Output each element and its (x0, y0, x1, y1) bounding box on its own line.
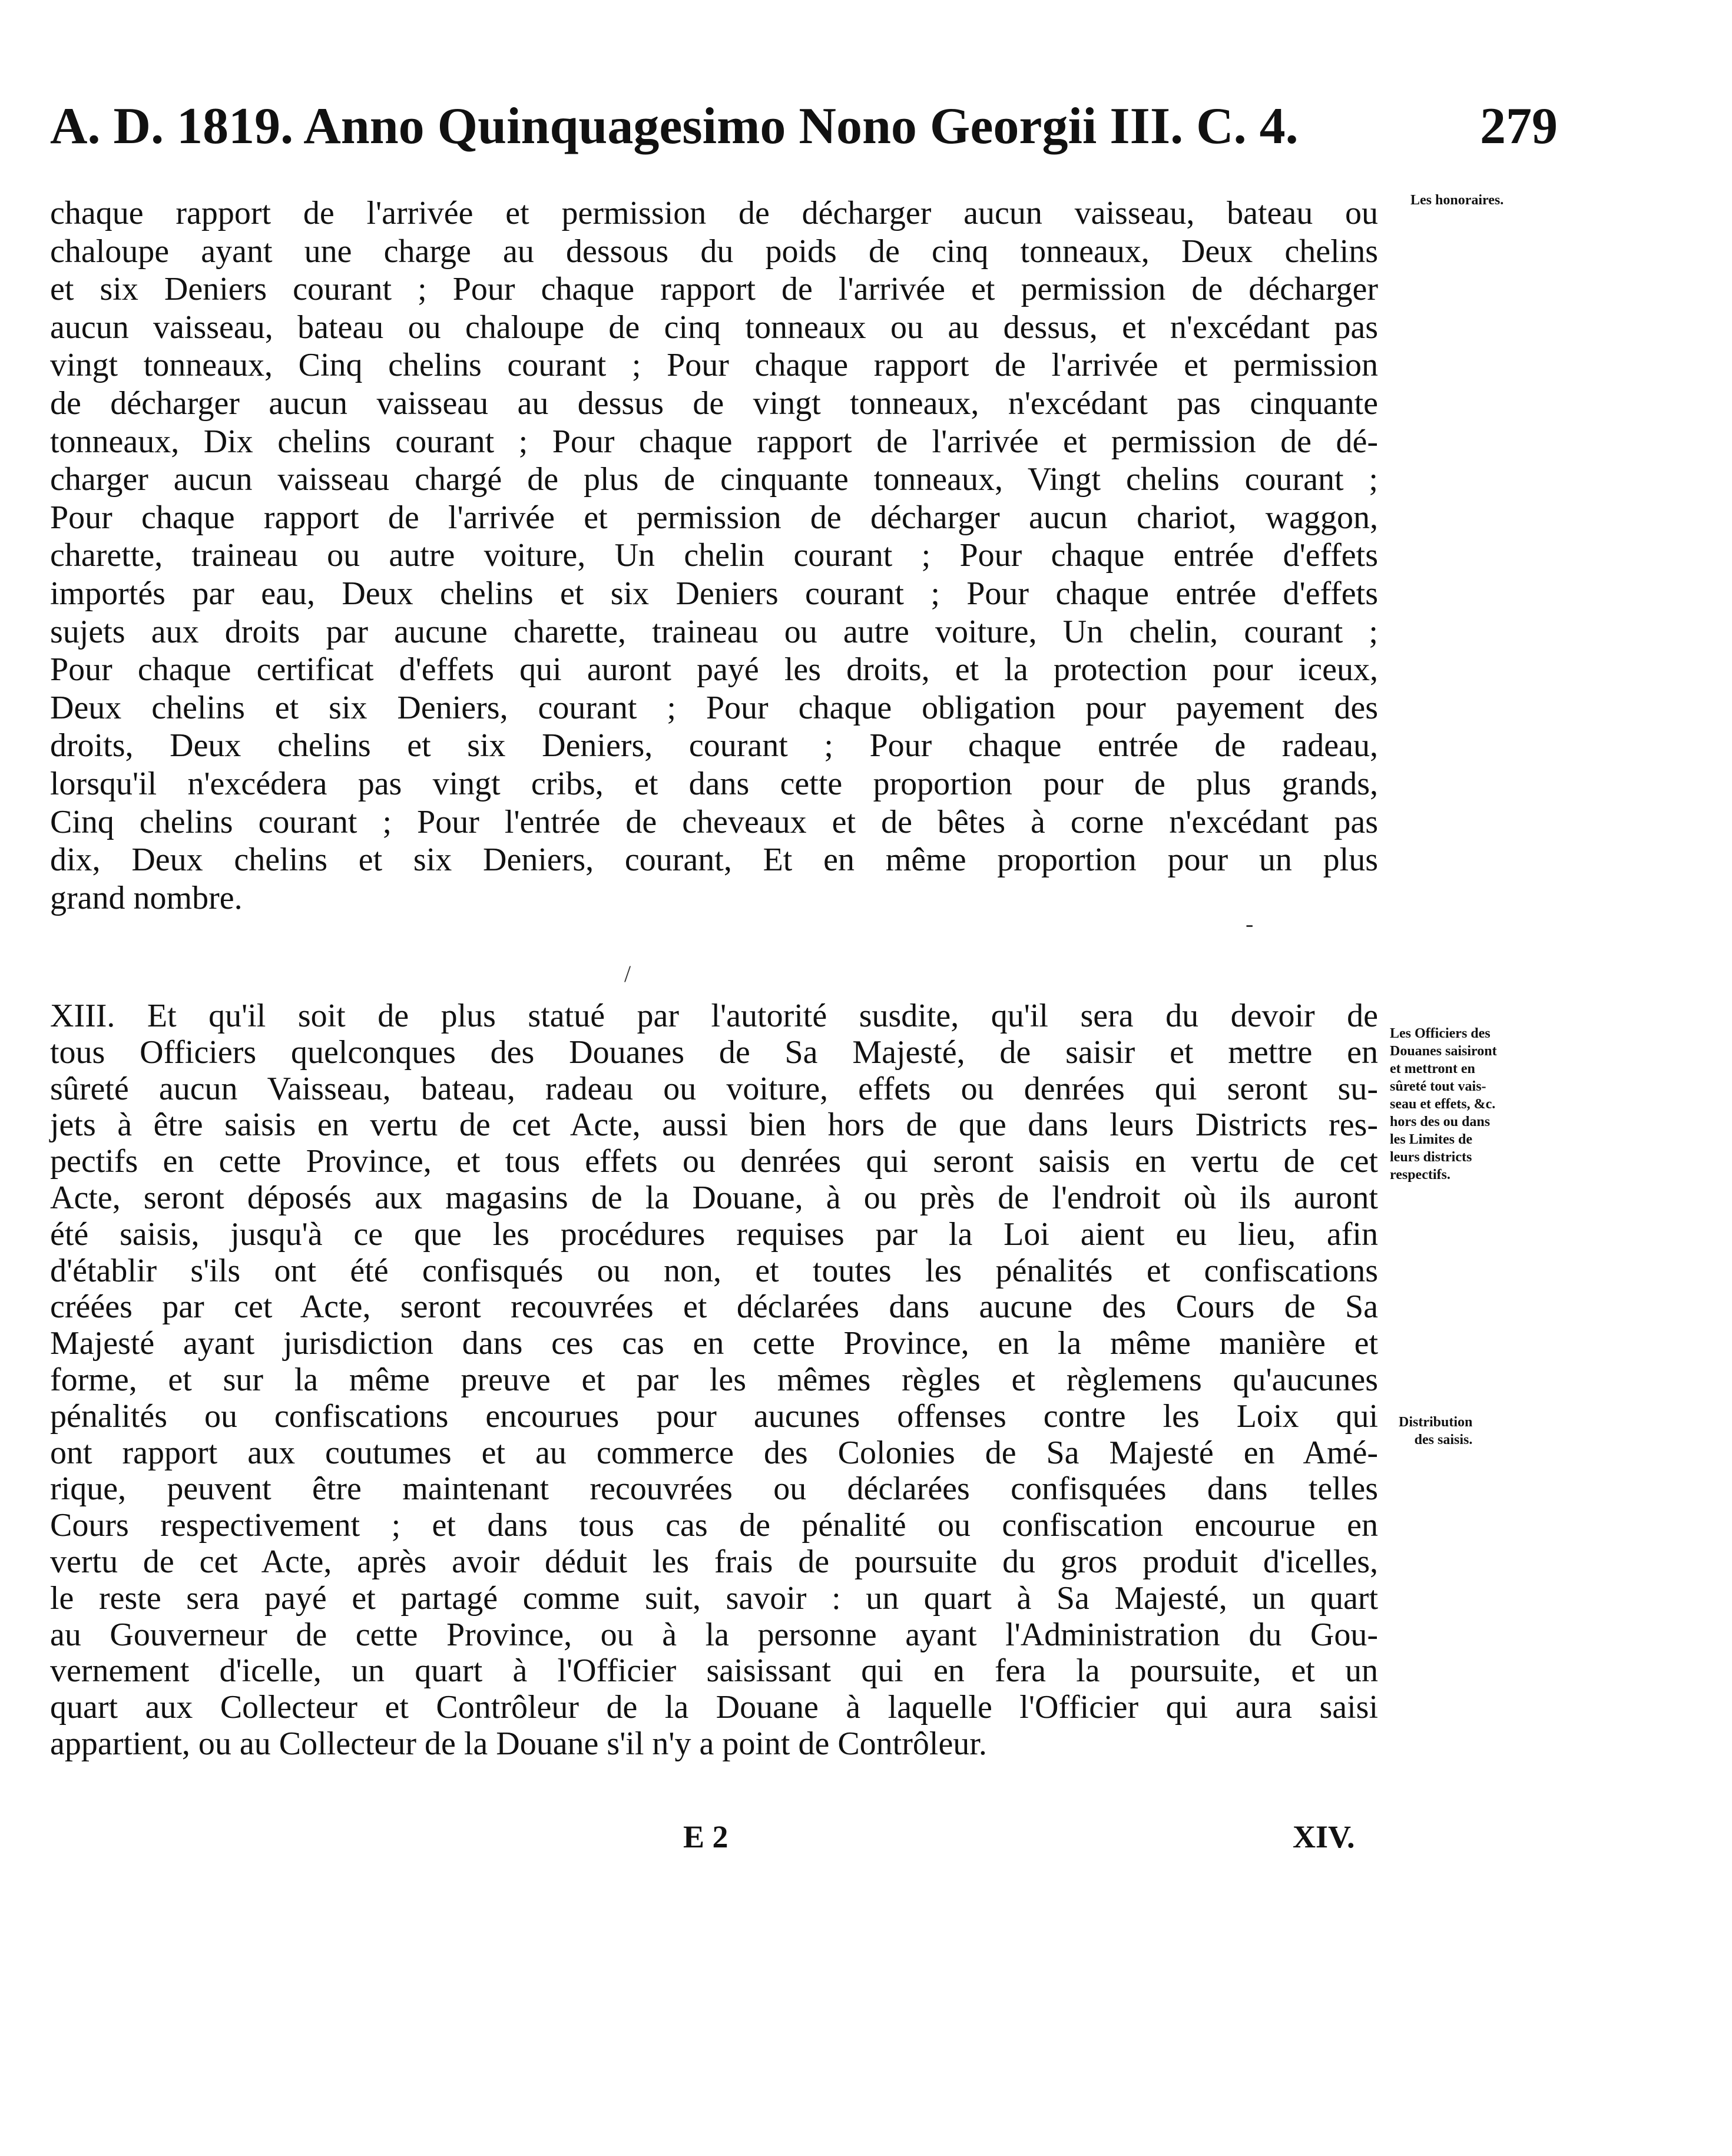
margin-note-line: leurs districts (1390, 1150, 1472, 1165)
text-line: sûreté aucun Vaisseau, bateau, radeau ou voiture, effets ou denrées qui seront su- (50, 1070, 1378, 1107)
text-line: vingt tonneaux, Cinq chelins courant ; Pour chaque rapport de l'arrivée et permission (50, 347, 1378, 384)
text-line: et six Deniers courant ; Pour chaque rapport de l'arrivée et permission de décharger (50, 271, 1378, 308)
margin-note-fees (1410, 191, 1504, 209)
text-line: importés par eau, Deux chelins et six Deniers courant ; Pour chaque entrée d'effets (50, 575, 1378, 612)
text-line: été saisis, jusqu'à ce que les procédures requises par la Loi aient eu lieu, afin (50, 1216, 1378, 1253)
text-line: le reste sera payé et partagé comme suit, savoir : un quart à Sa Majesté, un quart (50, 1579, 1378, 1617)
text-line: tonneaux, Dix chelins courant ; Pour chaque rapport de l'arrivée et permission de dé- (50, 423, 1378, 460)
stray-mark: / (624, 961, 631, 987)
margin-note-line: sûreté tout vais- (1390, 1079, 1486, 1094)
text-line: charger aucun vaisseau chargé de plus de cinquante tonneaux, Vingt chelins courant ; (50, 461, 1378, 498)
section-xiii-paragraph (50, 998, 1378, 1763)
text-line: grand nombre. (50, 879, 243, 916)
margin-note-line: Distribution (1399, 1415, 1473, 1430)
text-line: de décharger aucun vaisseau au dessus de vingt tonneaux, n'excédant pas cinquante (50, 385, 1378, 422)
margin-note-line: seau et effets, &c. (1390, 1097, 1496, 1112)
text-line: droits, Deux chelins et six Deniers, courant ; Pour chaque entrée de radeau, (50, 727, 1378, 764)
margin-note-line: Les honoraires. (1410, 193, 1504, 208)
text-line: vernement d'icelle, un quart à l'Officier saisissant qui en fera la poursuite, et un (50, 1652, 1378, 1690)
text-line: Deux chelins et six Deniers, courant ; Pour chaque obligation pour payement des (50, 689, 1378, 726)
catchword: XIV. (1293, 1819, 1355, 1854)
text-line: Acte, seront déposés aux magasins de la Douane, à ou près de l'endroit où ils auront (50, 1179, 1378, 1216)
running-title: A. D. 1819. Anno Quinquagesimo Nono Georgii III. C. 4. (50, 98, 1299, 155)
text-line: Cinq chelins courant ; Pour l'entrée de cheveaux et de bêtes à corne n'excédant pas (50, 803, 1378, 840)
text-line: créées par cet Acte, seront recouvrées et déclarées dans aucune des Cours de Sa (50, 1289, 1378, 1326)
text-line: tous Officiers quelconques des Douanes de Sa Majesté, de saisir et mettre en (50, 1034, 1378, 1071)
text-line: Pour chaque rapport de l'arrivée et permission de décharger aucun chariot, waggon, (50, 499, 1378, 536)
margin-note-line: Douanes saisiront (1390, 1044, 1497, 1059)
margin-note-line: et mettront en (1390, 1061, 1475, 1077)
text-line: rique, peuvent être maintenant recouvrées ou déclarées confisquées dans telles (50, 1471, 1378, 1508)
margin-note-line: hors des ou dans (1390, 1114, 1491, 1130)
text-line: d'établir s'ils ont été confisqués ou non, et toutes les pénalités et confiscations (50, 1252, 1378, 1289)
stray-mark: - (1246, 910, 1254, 937)
text-line: appartient, ou au Collecteur de la Douane s'il n'y a point de Contrôleur. (50, 1725, 987, 1762)
margin-note-line: des saisis. (1414, 1432, 1473, 1448)
margin-note-seizure (1390, 1025, 1497, 1184)
signature-mark: E 2 (683, 1819, 728, 1854)
text-line: Cours respectivement ; et dans tous cas de pénalité ou confiscation encourue en (50, 1507, 1378, 1544)
text-line: lorsqu'il n'excédera pas vingt cribs, et dans cette proportion pour de plus grands, (50, 765, 1378, 802)
text-line: ont rapport aux coutumes et au commerce des Colonies de Sa Majesté en Amé- (50, 1434, 1378, 1471)
text-line: Majesté ayant jurisdiction dans ces cas en cette Province, en la même manière et (50, 1325, 1378, 1362)
page-number: 279 (1480, 98, 1558, 155)
text-line: pénalités ou confiscations encourues pour aucunes offenses contre les Loix qui (50, 1397, 1378, 1435)
text-line: quart aux Collecteur et Contrôleur de la Douane à laquelle l'Officier qui aura saisi (50, 1689, 1378, 1726)
text-line: jets à être saisis en vertu de cet Acte, aussi bien hors de que dans leurs Districts res- (50, 1107, 1378, 1144)
text-line: chaloupe ayant une charge au dessous du poids de cinq tonneaux, Deux chelins (50, 233, 1378, 270)
margin-note-distribution (1399, 1413, 1472, 1449)
text-line: sujets aux droits par aucune charette, traineau ou autre voiture, Un chelin, courant ; (50, 613, 1378, 650)
text-line: chaque rapport de l'arrivée et permission de décharger aucun vaisseau, bateau ou (50, 195, 1378, 231)
text-line: pectifs en cette Province, et tous effets ou denrées qui seront saisis en vertu de cet (50, 1143, 1378, 1180)
running-header (50, 88, 1558, 165)
text-line: vertu de cet Acte, après avoir déduit les frais de poursuite du gros produit d'icelles, (50, 1543, 1378, 1580)
margin-note-line: Les Officiers des (1390, 1026, 1491, 1041)
margin-note-line: les Limites de (1390, 1132, 1472, 1147)
text-line: charette, traineau ou autre voiture, Un chelin courant ; Pour chaque entrée d'effets (50, 537, 1378, 574)
text-line: Pour chaque certificat d'effets qui auront payé les droits, et la protection pour iceux, (50, 651, 1378, 688)
margin-note-line: respectifs. (1390, 1167, 1450, 1183)
text-line: au Gouverneur de cette Province, ou à la personne ayant l'Administration du Gou- (50, 1616, 1378, 1653)
text-line: dix, Deux chelins et six Deniers, courant, Et en même proportion pour un plus (50, 842, 1378, 879)
fees-paragraph (50, 194, 1378, 917)
text-line: XIII. Et qu'il soit de plus statué par l'autorité susdite, qu'il sera du devoir de (50, 998, 1378, 1034)
text-line: aucun vaisseau, bateau ou chaloupe de cinq tonneaux ou au dessus, et n'excédant pas (50, 309, 1378, 346)
text-line: forme, et sur la même preuve et par les mêmes règles et règlemens qu'aucunes (50, 1361, 1378, 1398)
